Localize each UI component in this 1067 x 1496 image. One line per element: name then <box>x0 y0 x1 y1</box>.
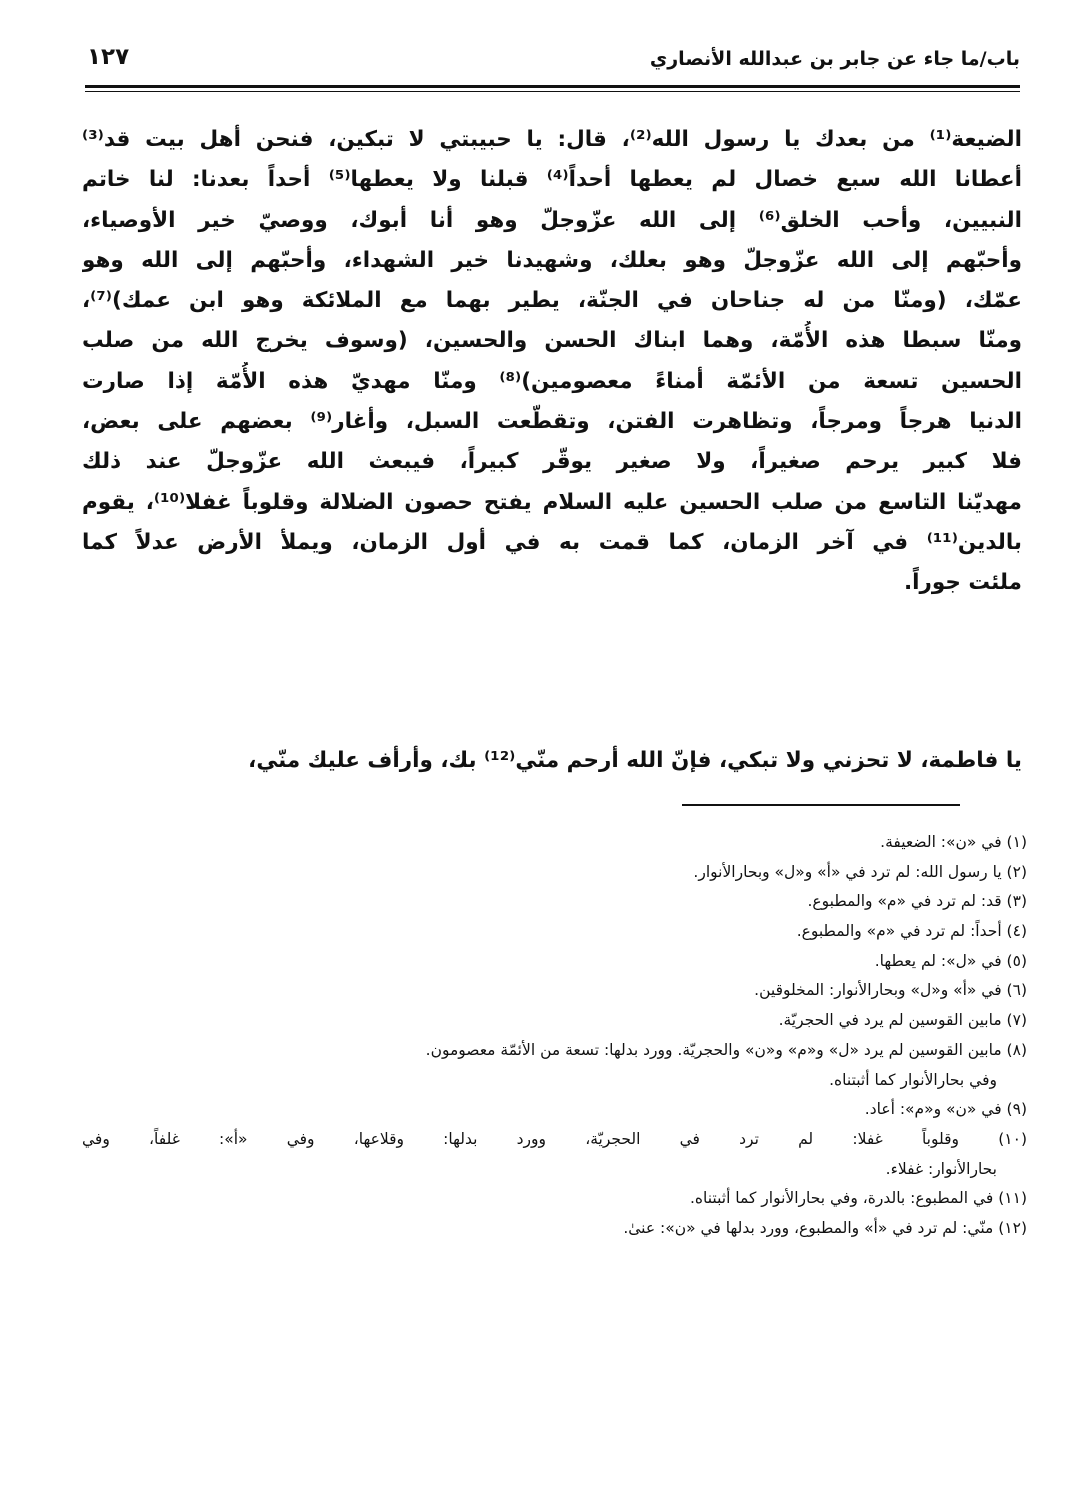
text-line: النبيين، وأحب الخلق⁽⁶⁾ إلى الله عزّوجلّ وهو أنا أبوك، ووصيّ خير الأوصياء، <box>82 207 1022 233</box>
text-line: فلا كبير يرحم صغيراً، ولا صغير يوقّر كبيراً، فيبعث الله عزّوجلّ عند ذلك <box>82 449 1022 475</box>
footnotes <box>82 828 1027 1244</box>
footnote: (٣) قد: لم ترد في «م» والمطبوع. <box>807 892 1027 911</box>
footnote: (١١) في المطبوع: بالدرة، وفي بحارالأنوار كما أثبتناه. <box>689 1189 1027 1208</box>
text-line: ملئت جوراً. <box>904 570 1022 596</box>
page-number: ١٢٧ <box>87 44 130 70</box>
footnote: (١) في «ن»: الضعيفة. <box>880 833 1027 851</box>
footnote: (١٠) وقلوباً غفلا: لم ترد في الحجريّة، وورد بدلها: وقلاعها، وفي «أ»: غلفاً، وفي <box>82 1129 1027 1148</box>
main-paragraph <box>82 120 1022 604</box>
text-line: يا فاطمة، لا تحزني ولا تبكي، فإنّ الله أرحم منّي⁽¹²⁾ بك، وأرأف عليك منّي، <box>248 748 1022 773</box>
text-line: الحسين تسعة من الأئمّة أمناءً معصومين)⁽⁸⁾ ومنّا مهديّ هذه الأُمّة إذا صارت <box>82 368 1022 394</box>
footnote: (٤) أحداً: لم ترد في «م» والمطبوع. <box>796 922 1027 941</box>
footnote-separator <box>682 804 960 806</box>
header-rule-thin <box>85 91 1020 92</box>
footnote-continuation: بحارالأنوار: غفلاء. <box>885 1159 997 1178</box>
running-header <box>85 40 1020 80</box>
footnote: (٥) في «ل»: لم يعطها. <box>874 951 1027 970</box>
footnote: (٢) يا رسول الله: لم ترد في «أ» و«ل» وبحارالأنوار. <box>693 862 1027 881</box>
text-line: عمّك، (ومنّا من له جناحان في الجنّة، يطير بهما مع الملائكة وهو ابن عمك)⁽⁷⁾، <box>82 288 1022 314</box>
text-line: وأحبّهم إلى الله عزّوجلّ وهو بعلك، وشهيدنا خير الشهداء، وأحبّهم إلى الله وهو <box>82 247 1022 273</box>
header-rule-thick <box>85 85 1020 88</box>
footnote-continuation: وفي بحارالأنوار كما أثبتناه. <box>829 1070 997 1089</box>
footnote: (١٢) منّي: لم ترد في «أ» والمطبوع، وورد بدلها في «ن»: عنىٰ. <box>623 1218 1027 1237</box>
second-paragraph <box>82 741 1022 781</box>
chapter-title: باب/ما جاء عن جابر بن عبدالله الأنصاري <box>649 48 1020 70</box>
footnote: (٨) مابين القوسين لم يرد «ل» و«م» و«ن» والحجريّة. وورد بدلها: تسعة من الأئمّة معصومون. <box>425 1040 1027 1059</box>
text-line: الدنيا هرجاً ومرجاً، وتظاهرت الفتن، وتقطّعت السبل، وأغار⁽⁹⁾ بعضهم على بعض، <box>82 409 1022 435</box>
footnote: (٩) في «ن» و«م»: أعاد. <box>864 1100 1027 1119</box>
text-line: الضيعة⁽¹⁾ من بعدك يا رسول الله⁽²⁾، قال: يا حبيبتي لا تبكين، فنحن أهل بيت قد⁽³⁾ <box>82 127 1022 152</box>
footnote: (٧) مابين القوسين لم يرد في الحجريّة. <box>778 1011 1027 1030</box>
text-line: مهديّنا التاسع من صلب الحسين عليه السلام يفتح حصون الضلالة وقلوباً غفلا⁽¹⁰⁾، يقوم <box>82 489 1022 515</box>
text-line: بالدين⁽¹¹⁾ في آخر الزمان، كما قمت به في أول الزمان، ويملأ الأرض عدلاً كما <box>82 529 1022 555</box>
footnote: (٦) في «أ» و«ل» وبحارالأنوار: المخلوقين. <box>754 981 1027 1000</box>
text-line: ومنّا سبطا هذه الأُمّة، وهما ابناك الحسن والحسين، (وسوف يخرج الله من صلب <box>82 328 1022 354</box>
text-line: أعطانا الله سبع خصال لم يعطها أحداً⁽⁴⁾ قبلنا ولا يعطها⁽⁵⁾ أحداً بعدنا: لنا خاتم <box>82 167 1022 193</box>
